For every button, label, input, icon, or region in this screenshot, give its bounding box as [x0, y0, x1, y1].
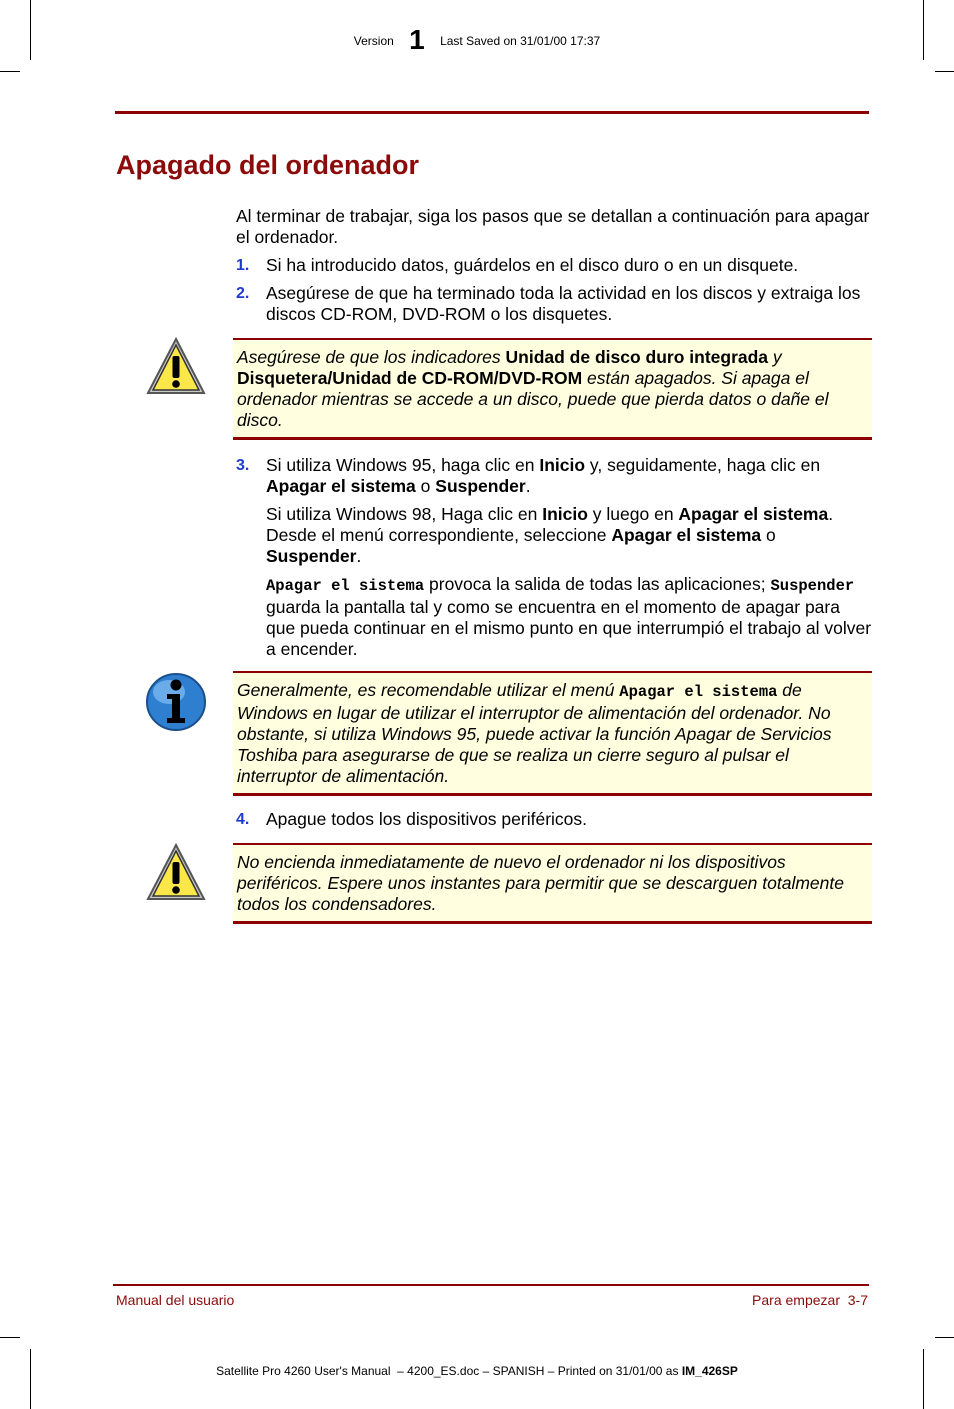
footer-left: Manual del usuario — [116, 1292, 235, 1308]
step-number: 2. — [236, 285, 250, 302]
step-text: Apagar el sistema provoca la salida de todas las aplicaciones; Suspender guarda la pantalla tal y como se encuentra en el momento de apagar para que pueda continuar en el mismo punto en que interrumpió el trabajo al volver a encender. — [266, 574, 872, 659]
crop-mark — [0, 1337, 20, 1338]
version-number: 1 — [409, 24, 425, 55]
intro-paragraph: Al terminar de trabajar, siga los pasos que se detallan a continuación para apagar el ordenador. — [236, 206, 870, 247]
step-text: Si utiliza Windows 95, haga clic en Inicio y, seguidamente, haga clic en Apagar el sistema o Suspender. — [266, 455, 821, 496]
crop-mark — [935, 1337, 954, 1338]
warning-note: Asegúrese de que los indicadores Unidad de disco duro integrada y Disquetera/Unidad de CD-ROM/DVD-ROM están apagados. Si apaga el ordenador mientras se accede a un disco, puede que pierda datos o dañe el disco. — [233, 338, 872, 440]
footer-rule — [113, 1284, 869, 1286]
info-note: Generalmente, es recomendable utilizar el menú Apagar el sistema de Windows en lugar de utilizar el interruptor de alimentación del ordenador. No obstante, si utiliza Windows 95, puede activar la función Apagar de Servicios Toshiba para asegurarse de que se realiza un cierre seguro al pulsar el interruptor de alimentación. — [233, 671, 872, 796]
crop-mark — [30, 1349, 31, 1409]
page-header — [0, 24, 954, 56]
info-icon — [145, 672, 207, 732]
crop-mark — [0, 71, 20, 72]
step-number: 3. — [236, 457, 250, 474]
footer-right: Para empezar 3-7 — [752, 1292, 868, 1308]
warning-note: No encienda inmediatamente de nuevo el ordenador ni los dispositivos periféricos. Espere unos instantes para permitir que se descarguen totalmente todos los condensadores. — [233, 843, 872, 924]
page-title: Apagado del ordenador — [116, 150, 420, 180]
step-text: Asegúrese de que ha terminado toda la actividad en los discos y extraiga los discos CD-ROM, DVD-ROM o los disquetes. — [266, 283, 861, 324]
crop-mark — [935, 71, 954, 72]
step-text: Si ha introducido datos, guárdelos en el disco duro o en un disquete. — [266, 255, 799, 275]
warning-icon — [145, 842, 207, 904]
title-rule — [115, 111, 869, 114]
last-saved: Last Saved on 31/01/00 17:37 — [440, 34, 601, 48]
crop-mark — [923, 1349, 924, 1409]
step-number: 1. — [236, 257, 250, 274]
step-number: 4. — [236, 811, 250, 828]
print-info: Satellite Pro 4260 User's Manual – 4200_ES.doc – SPANISH – Printed on 31/01/00 as IM_426SP — [216, 1364, 738, 1378]
version-label: Version — [353, 34, 394, 48]
step-text: Si utiliza Windows 98, Haga clic en Inicio y luego en Apagar el sistema. Desde el menú correspondiente, seleccione Apagar el sistema o Suspender. — [266, 504, 834, 566]
step-text: Apague todos los dispositivos periféricos. — [266, 809, 588, 829]
warning-icon — [145, 336, 207, 398]
